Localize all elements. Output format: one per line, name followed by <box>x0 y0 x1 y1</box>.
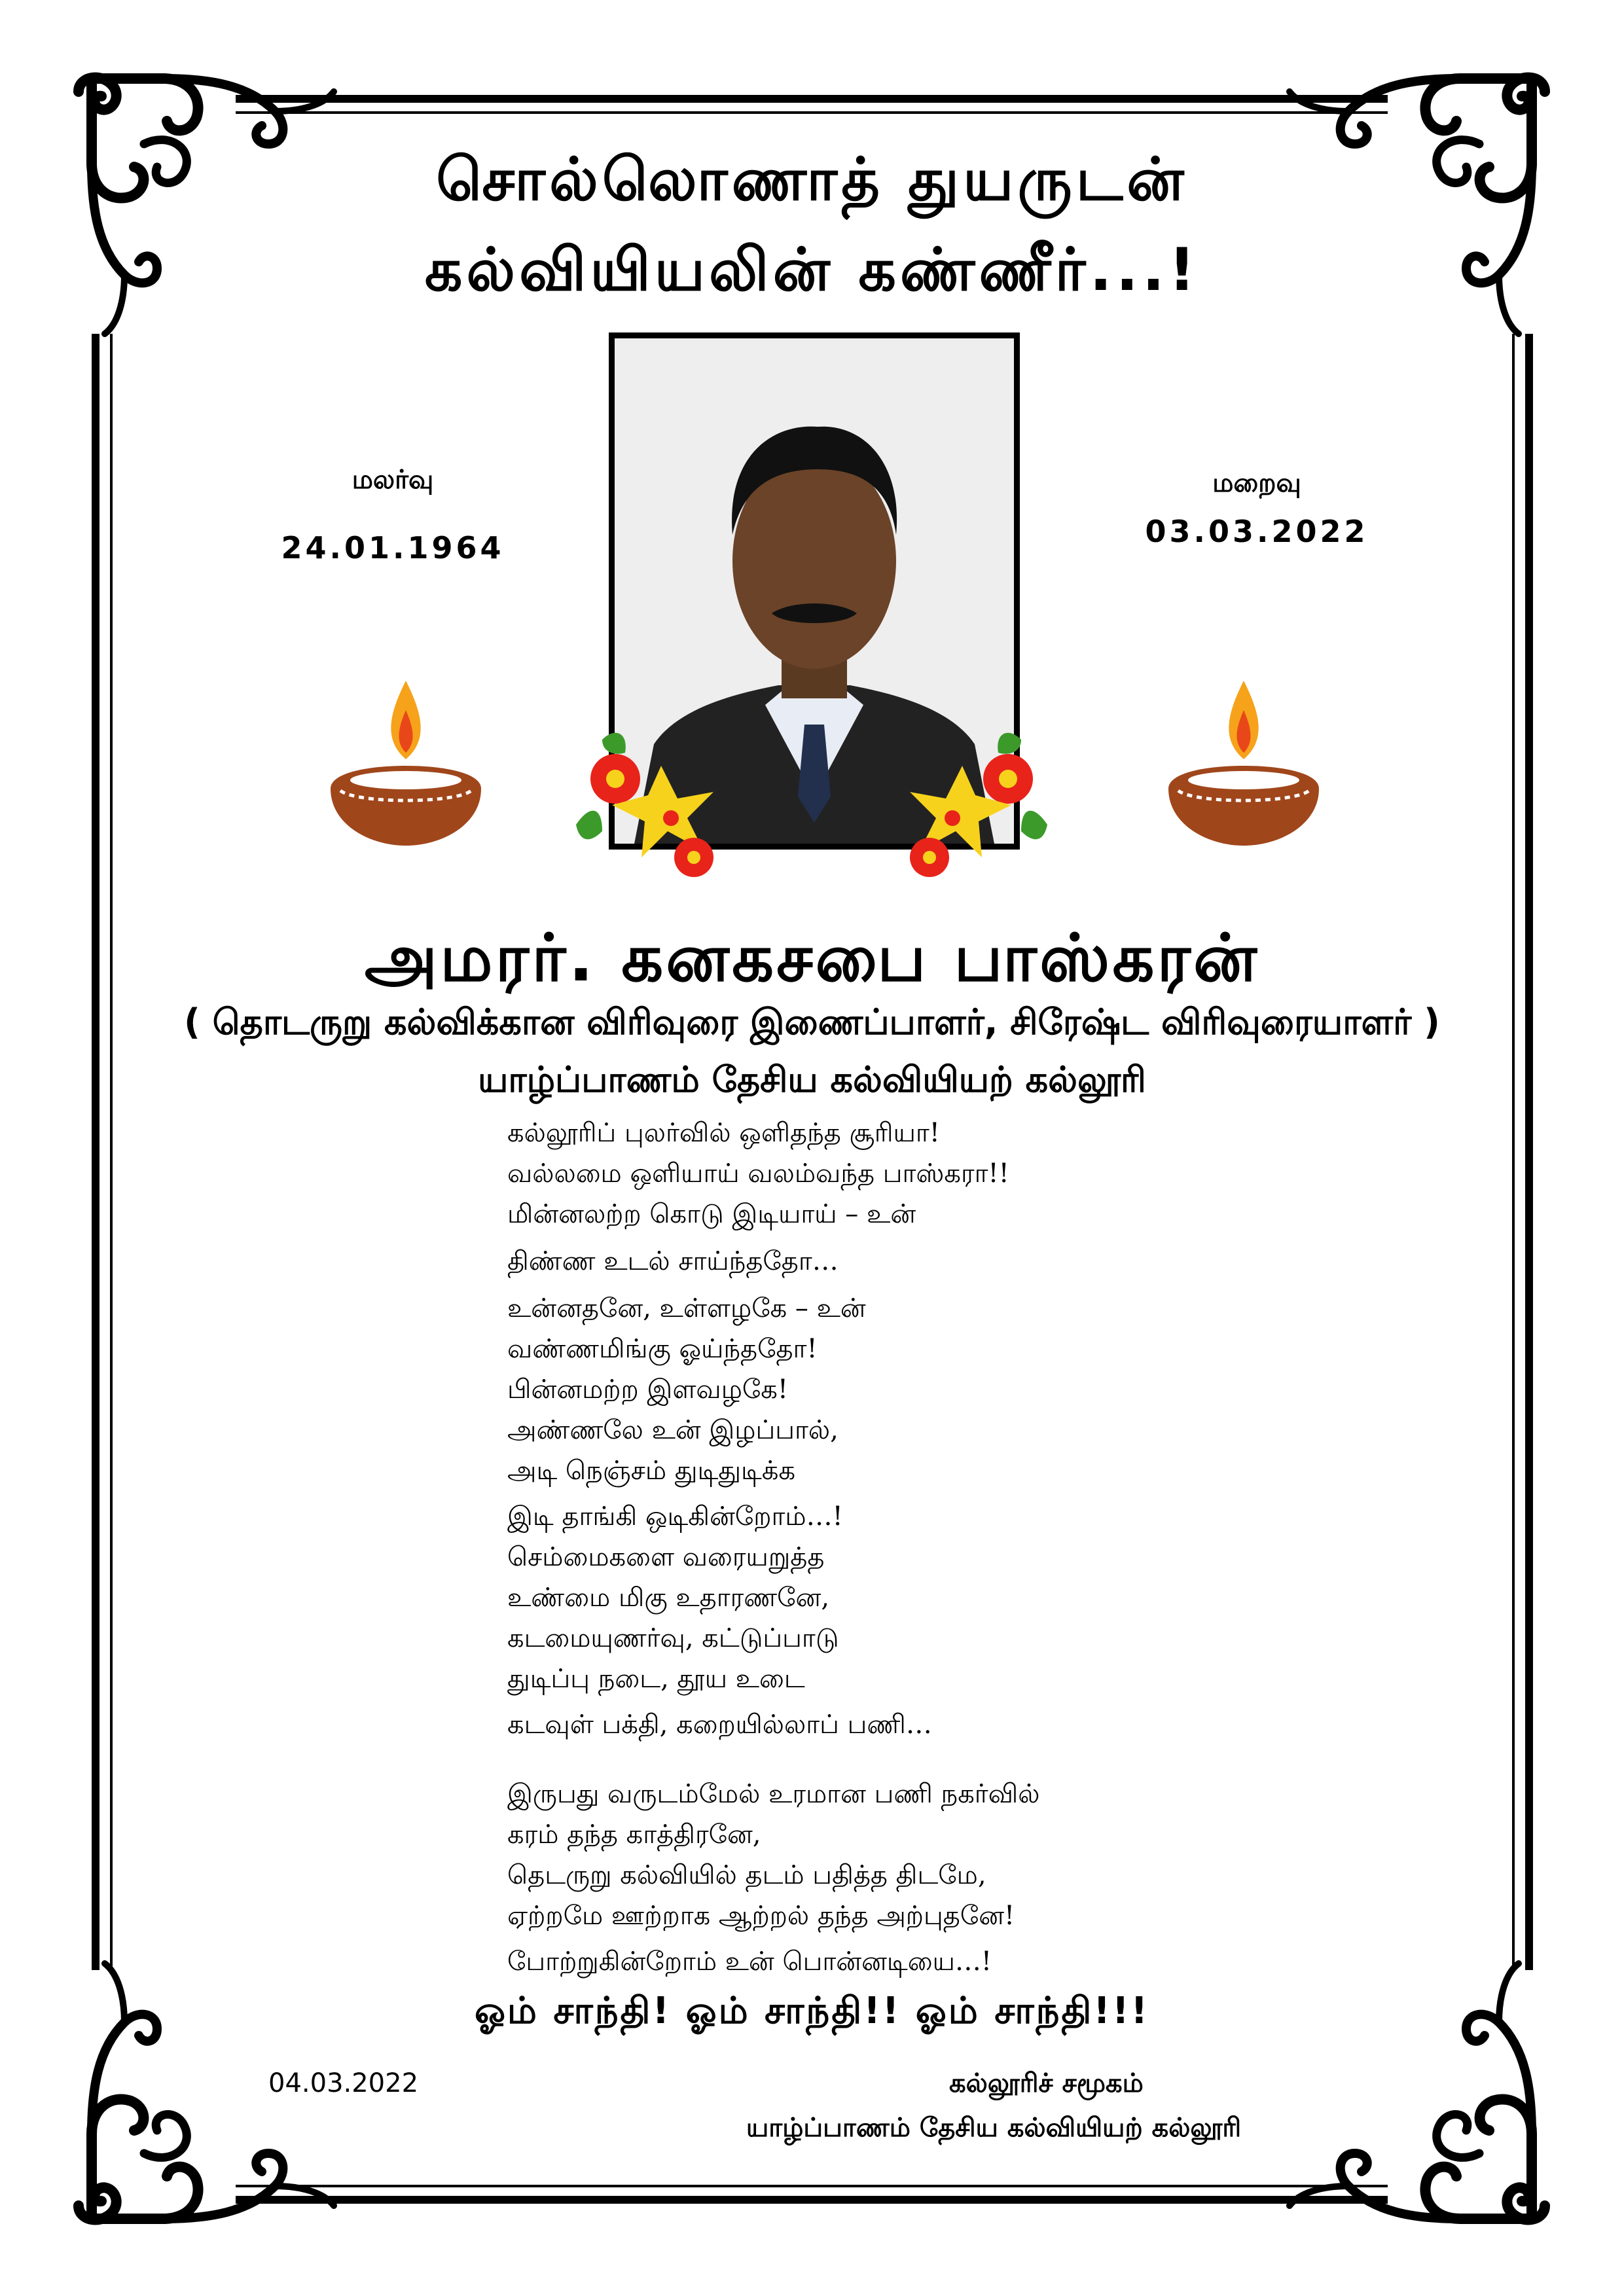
poem-line: அண்ணலே உன் இழப்பால், <box>507 1415 839 1445</box>
poem-stanza-2 <box>507 1537 1293 1745</box>
poem-line: அடி நெஞ்சம் துடிதுடிக்க <box>507 1456 796 1486</box>
poem-line: துடிப்பு நடை, தூய உடை <box>507 1664 805 1694</box>
poem-line: கடவுள் பக்தி, கறையில்லாப் பணி… <box>507 1710 932 1740</box>
closing-prayer: ஓம் சாந்தி! ஓம் சாந்தி!! ஓம் சாந்தி!!! <box>474 1990 1150 2032</box>
poem-line: கரம் தந்த காத்திரனே, <box>507 1820 761 1850</box>
border-right-line-inner <box>1512 334 1515 1970</box>
deceased-name: அமரர். கனகசபை பாஸ்கரன் <box>364 920 1260 996</box>
border-left-line <box>92 334 99 1970</box>
poem-line: வண்ணமிங்கு ஓய்ந்ததோ! <box>507 1334 818 1364</box>
poem-line: பின்னமற்ற இளவழகே! <box>507 1374 788 1405</box>
deceased-role: ( தொடருறு கல்விக்கான விரிவுரை இணைப்பாளர், சிரேஷ்ட விரிவுரையாளர் ) <box>184 1001 1440 1043</box>
border-bottom-line-inner <box>236 2185 1388 2187</box>
death-date: 03.03.2022 <box>1145 514 1369 549</box>
border-left-line-inner <box>110 334 113 1970</box>
poem-line: போற்றுகின்றோம் உன் பொன்னடியை…! <box>507 1946 992 1977</box>
oil-lamp-right-icon <box>1162 674 1326 851</box>
footer-from-line-2: யாழ்ப்பாணம் தேசிய கல்வியியற் கல்லூரி <box>746 2113 1242 2143</box>
poem-line: உண்மை மிகு உதாரணனே, <box>507 1583 830 1613</box>
flower-bouquet-left <box>563 726 733 884</box>
poem-line: கடமையுணர்வு, கட்டுப்பாடு <box>507 1623 839 1653</box>
poem-line: தெடருறு கல்வியில் தடம் பதித்த திடமே, <box>507 1860 986 1890</box>
poem-line: இருபது வருடம்மேல் உரமான பணி நகர்வில் <box>507 1779 1040 1809</box>
border-top-line-inner <box>236 111 1388 114</box>
footer-from-line-1: கல்லூரிச் சமூகம் <box>949 2068 1144 2098</box>
border-top-line <box>236 95 1388 103</box>
institution-name: யாழ்ப்பாணம் தேசிய கல்வியியற் கல்லூரி <box>478 1059 1146 1100</box>
poem-line: செம்மைகளை வரையறுத்த <box>507 1542 825 1572</box>
poem-line: கல்லூரிப் புலர்வில் ஒளிதந்த சூரியா! <box>507 1118 940 1148</box>
poem-line: இடி தாங்கி ஒடிகின்றோம்…! <box>507 1501 843 1532</box>
death-label: மறைவு <box>1212 468 1301 498</box>
poem-line: மின்னலற்ற கொடு இடியாய் – உன் <box>507 1199 916 1229</box>
oil-lamp-left-icon <box>324 674 488 851</box>
heading-line-1: சொல்லொணாத் துயருடன் <box>436 145 1188 214</box>
border-bottom-line <box>236 2196 1388 2204</box>
poem-stanza-3 <box>507 1774 1293 1982</box>
poem-line: ஏற்றமே ஊற்றாக ஆற்றல் தந்த அற்புதனே! <box>507 1901 1015 1931</box>
border-right-line <box>1525 334 1533 1970</box>
footer-date: 04.03.2022 <box>268 2068 419 2098</box>
birth-date: 24.01.1964 <box>281 530 505 565</box>
poem-line: உன்னதனே, உள்ளழகே – உன் <box>507 1293 866 1323</box>
birth-label: மலர்வு <box>352 465 434 495</box>
poem-line: வல்லமை ஒளியாய் வலம்வந்த பாஸ்கரா!! <box>507 1158 1009 1189</box>
heading-line-2: கல்வியியலின் கண்ணீர்...! <box>424 236 1200 304</box>
flower-bouquet-right <box>890 726 1060 884</box>
poem-stanza-1 <box>507 1113 1293 1537</box>
poem-line: திண்ண உடல் சாய்ந்ததோ… <box>507 1246 839 1276</box>
